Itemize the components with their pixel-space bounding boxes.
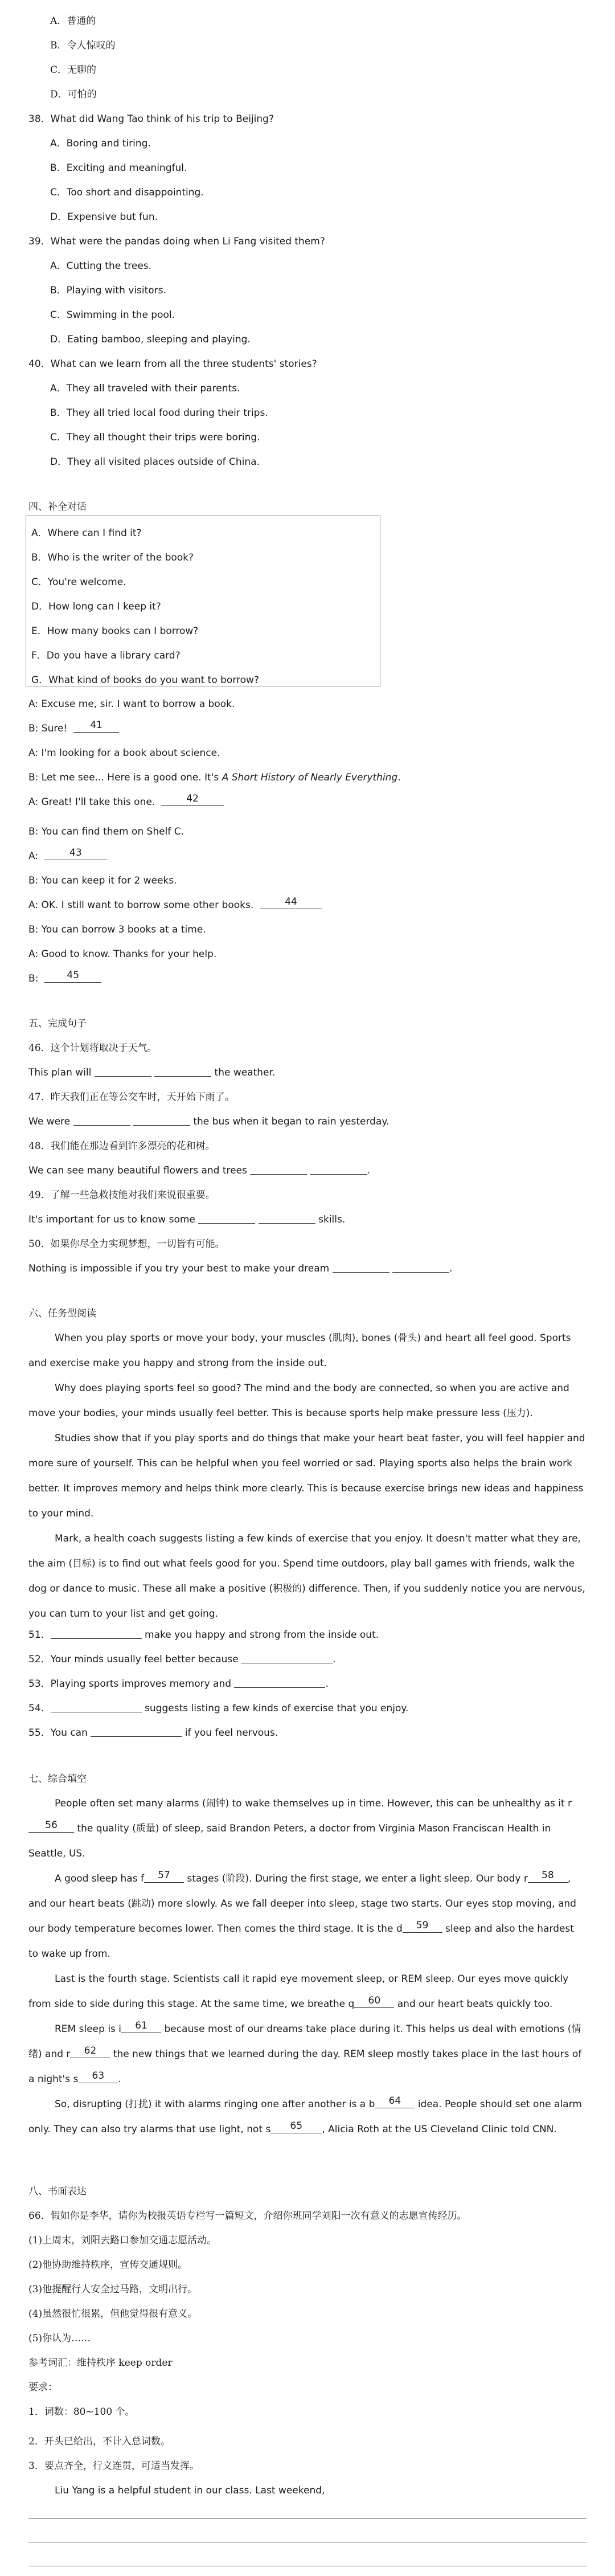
- answer-blank[interactable]: [333, 1262, 390, 1273]
- reading-paragraph-4: Mark, a health coach suggests listing a few kinds of exercise that you enjoy. It doesn't matter what they are, the aim (目标) is to find out what feels good for you. Spend time outdoors, play ball games with friends, walk the dog or dance to music. These all make a positive (积极的) difference. Then, if you suddenly notice you are nervous, you can turn to your list and get going.: [28, 1533, 585, 1620]
- q38-option-b: B．Exciting and meaningful.: [50, 162, 187, 174]
- answer-blank[interactable]: [95, 1066, 151, 1077]
- writing-opening-sentence: Liu Yang is a helpful student in our class. Last weekend,: [55, 2485, 325, 2496]
- q40-option-c: C．They all thought their trips were boring.: [50, 432, 260, 443]
- answer-blank-42[interactable]: 42: [161, 795, 224, 806]
- reading-question-52: 52．Your minds usually feel better because .: [28, 1654, 336, 1665]
- reading-paragraph-1: When you play sports or move your body, your muscles (肌肉), bones (骨头) and heart all feel good. Sports and exercise make you happy and strong from the inside out.: [28, 1332, 571, 1369]
- answer-blank-45[interactable]: 45: [44, 972, 101, 983]
- answer-blank[interactable]: [73, 1115, 130, 1126]
- dialogue-option-d: D．How long can I keep it?: [31, 601, 161, 612]
- dialogue-line: B: Sure! 41: [28, 722, 119, 735]
- writing-point-3: (3)他提醒行人安全过马路，文明出行。: [28, 2284, 198, 2295]
- dialogue-option-g: G．What kind of books do you want to borrow?: [31, 674, 259, 686]
- sentence-46: This plan will the weather.: [28, 1067, 276, 1078]
- sentence-48: We can see many beautiful flowers and trees .: [28, 1165, 371, 1176]
- answer-blank-65[interactable]: 65: [270, 2123, 322, 2133]
- reading-paragraph-2: Why does playing sports feel so good? The mind and the body are connected, so when you are active and move your bodies, your minds usually feel better. This is because sports help make pressure less (压力).: [28, 1383, 569, 1419]
- sentence-50-chinese: 50．如果你尽全力实现梦想，一切皆有可能。: [28, 1238, 225, 1250]
- writing-requirement-3: 3．要点齐全，行文连贯，可适当发挥。: [28, 2460, 199, 2472]
- writing-point-1: (1)上周末，刘阳去路口参加交通志愿活动。: [28, 2235, 217, 2246]
- writing-point-4: (4)虽然很忙很累，但他觉得很有意义。: [28, 2308, 198, 2320]
- answer-blank-53[interactable]: [234, 1677, 325, 1688]
- reading-question-51: 51． make you happy and strong from the inside out.: [28, 1629, 379, 1641]
- reading-paragraph-3: Studies show that if you play sports and do things that make your heart beat faster, you will feel happier and more sure of yourself. This can be helpful when you feel worried or sad. Playing sports also helps the brain work better. It improves memory and helps think more clearly. This is because exercise brings new ideas and happiness to your mind.: [28, 1433, 585, 1519]
- q38-option-a: A．Boring and tiring.: [50, 138, 151, 149]
- writing-point-2: (2)他协助维持秩序，宣传交通规则。: [28, 2259, 188, 2271]
- question-40-stem: 40．What can we learn from all the three students' stories?: [28, 358, 317, 370]
- writing-question-66: 66．假如你是李华，请你为校报英语专栏写一篇短文，介绍你班同学刘阳一次有意义的志愿宣传经历。: [28, 2210, 467, 2222]
- answer-blank-52[interactable]: [241, 1653, 333, 1663]
- sentence-47-chinese: 47．昨天我们正在等公交车时，天开始下雨了。: [28, 1091, 235, 1103]
- q39-option-c: C．Swimming in the pool.: [50, 309, 175, 321]
- section-title-dialogue: 四、补全对话: [28, 501, 87, 513]
- answer-blank-54[interactable]: [51, 1702, 142, 1712]
- answer-blank-61[interactable]: 61: [121, 2022, 161, 2033]
- reading-question-54: 54． suggests listing a few kinds of exercise that you enjoy.: [28, 1703, 409, 1714]
- dialogue-line: B: You can find them on Shelf C.: [28, 826, 184, 837]
- writing-requirements-heading: 要求：: [28, 2382, 58, 2393]
- dialogue-line: A: OK. I still want to borrow some other books. 44: [28, 898, 322, 912]
- writing-vocabulary: 参考词汇：维持秩序 keep order: [28, 2357, 173, 2369]
- dialogue-option-e: E．How many books can I borrow?: [31, 625, 199, 637]
- answer-blank[interactable]: [392, 1262, 449, 1273]
- section-title-reading: 六、任务型阅读: [28, 1308, 96, 1319]
- answer-blank-56[interactable]: 56: [28, 1822, 74, 1833]
- q37-option-d: D．可怕的: [50, 89, 97, 100]
- q38-option-d: D．Expensive but fun.: [50, 211, 158, 223]
- q37-option-c: C．无聊的: [50, 64, 97, 76]
- cloze-paragraph-5: So, disrupting (打扰) it with alarms ringing one after another is a b 64 idea. People should set one alarm only. They can also try alarms that use light, not s 65 , Alicia Roth at the US Cleveland Clinic told CNN.: [28, 2095, 582, 2135]
- dialogue-option-c: C．You're welcome.: [31, 576, 126, 588]
- sentence-50: Nothing is impossible if you try your best to make your dream .: [28, 1263, 453, 1274]
- answer-blank[interactable]: [133, 1115, 190, 1126]
- section-title-sentences: 五、完成句子: [28, 1018, 87, 1029]
- answer-blank-63[interactable]: 63: [78, 2072, 118, 2083]
- reading-question-55: 55．You can if you feel nervous.: [28, 1727, 278, 1739]
- q37-option-b: B．令人惊叹的: [50, 40, 116, 51]
- cloze-paragraph-1: People often set many alarms (闹钟) to wake themselves up in time. However, this can be unhealthy as it r 56 the quality (质量) of sleep, said Brandon Peters, a doctor from Virginia Mason Franciscan Health in Seattle, US.: [28, 1798, 572, 1859]
- dialogue-line: A: Good to know. Thanks for your help.: [28, 948, 217, 960]
- q40-option-d: D．They all visited places outside of China.: [50, 456, 260, 468]
- q39-option-b: B．Playing with visitors.: [50, 285, 166, 296]
- answer-blank-55[interactable]: [91, 1726, 182, 1737]
- answer-blank-59[interactable]: 59: [403, 1922, 442, 1933]
- answer-blank-41[interactable]: 41: [73, 722, 119, 733]
- answer-blank[interactable]: [198, 1213, 255, 1224]
- dialogue-line: B: You can keep it for 2 weeks.: [28, 875, 177, 886]
- answer-blank[interactable]: [259, 1213, 315, 1224]
- q37-option-a: A．普通的: [50, 15, 96, 27]
- writing-requirement-1: 1．词数：80~100 个。: [28, 2406, 135, 2418]
- writing-point-5: (5)你认为……: [28, 2333, 91, 2344]
- section-title-cloze: 七、综合填空: [28, 1773, 87, 1785]
- dialogue-line: A: I'm looking for a book about science.: [28, 747, 220, 759]
- answer-blank-62[interactable]: 62: [70, 2047, 110, 2058]
- reading-question-53: 53．Playing sports improves memory and .: [28, 1678, 329, 1690]
- q40-option-a: A．They all traveled with their parents.: [50, 383, 240, 394]
- dialogue-line: A: 43: [28, 849, 107, 863]
- dialogue-line: A: Great! I'll take this one. 42: [28, 795, 224, 809]
- question-38-stem: 38．What did Wang Tao think of his trip to Beijing?: [28, 113, 274, 125]
- q40-option-b: B．They all tried local food during their trips.: [50, 407, 268, 419]
- dialogue-option-a: A．Where can I find it?: [31, 528, 142, 539]
- dialogue-line: A: Excuse me, sir. I want to borrow a book.: [28, 698, 235, 710]
- dialogue-line: B: You can borrow 3 books at a time.: [28, 924, 206, 935]
- answer-blank-57[interactable]: 57: [144, 1872, 184, 1883]
- answer-blank[interactable]: [310, 1164, 367, 1175]
- dialogue-option-b: B．Who is the writer of the book?: [31, 552, 194, 563]
- sentence-46-chinese: 46．这个计划将取决于天气。: [28, 1042, 157, 1054]
- answer-blank-51[interactable]: [51, 1628, 142, 1639]
- q39-option-a: A．Cutting the trees.: [50, 260, 152, 272]
- answer-blank-60[interactable]: 60: [354, 1997, 394, 2008]
- answer-blank[interactable]: [154, 1066, 211, 1077]
- question-39-stem: 39．What were the pandas doing when Li Fang visited them?: [28, 236, 325, 247]
- q38-option-c: C．Too short and disappointing.: [50, 187, 204, 198]
- dialogue-line: B: Let me see... Here is a good one. It's A Short History of Nearly Everything.: [28, 772, 401, 783]
- dialogue-line: B: 45: [28, 972, 101, 986]
- sentence-47: We were the bus when it began to rain yesterday.: [28, 1116, 390, 1127]
- answer-blank[interactable]: [250, 1164, 307, 1175]
- sentence-49-chinese: 49．了解一些急救技能对我们来说很重要。: [28, 1189, 215, 1201]
- answer-blank-44[interactable]: 44: [260, 898, 322, 909]
- cloze-paragraph-4: REM sleep is i 61 because most of our dreams take place during it. This helps us deal with emotions (情绪) and r 62 the new things that we learned during the day. REM sleep mostly takes place in the last hours of a night's s 63 .: [28, 2020, 582, 2085]
- answer-blank-43[interactable]: 43: [44, 849, 107, 860]
- cloze-paragraph-2: A good sleep has f 57 stages (阶段). During the first stage, we enter a light sleep. Our body r 58 , and our heart beats (跳动) more slowly. As we fall deeper into sleep, stage two starts. Our eyes stop moving, and our body temperature becomes lower. Then comes the third stage. It is the d 59 sleep and also the hardest to wake up from.: [28, 1870, 576, 1960]
- answer-blank-64[interactable]: 64: [375, 2097, 415, 2108]
- sentence-49: It's important for us to know some skills.: [28, 1214, 346, 1225]
- sentence-48-chinese: 48．我们能在那边看到许多漂亮的花和树。: [28, 1140, 215, 1152]
- answer-blank-58[interactable]: 58: [528, 1872, 568, 1883]
- cloze-paragraph-3: Last is the fourth stage. Scientists call it rapid eye movement sleep, or REM sleep. Our eyes move quickly from side to side during this stage. At the same time, we breathe q 60 and our heart beats quickly too.: [28, 1973, 569, 2010]
- q39-option-d: D．Eating bamboo, sleeping and playing.: [50, 334, 251, 345]
- section-title-writing: 八、书面表达: [28, 2186, 87, 2197]
- dialogue-option-f: F．Do you have a library card?: [31, 650, 181, 661]
- writing-requirement-2: 2．开头已给出，不计入总词数。: [28, 2436, 170, 2447]
